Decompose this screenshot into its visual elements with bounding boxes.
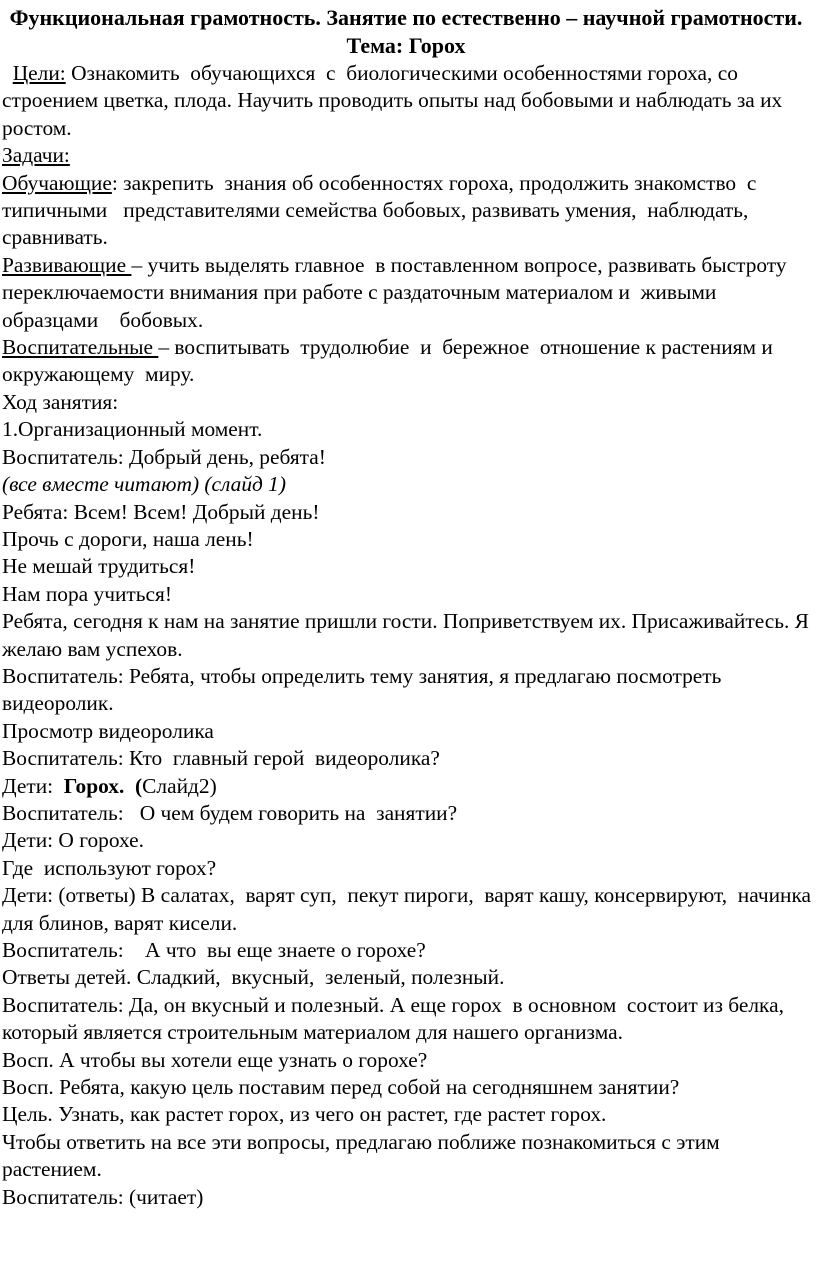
dialog-line: Воспитатель: Ребята, чтобы определить тему занятия, я предлагаю посмотреть видеоролик. (2, 663, 727, 716)
dialog-line: Где используют горох? (2, 855, 217, 880)
task-upbringing-label: Воспитательные (2, 335, 159, 360)
answer-line (2, 773, 812, 800)
answer-speaker: Дети: (2, 773, 64, 798)
dialog-line: Ребята, сегодня к нам на занятие пришли гости. Поприветствуем их. Присаживайтесь. Я желаю вам успехов. (2, 609, 815, 661)
dialog-line: Воспитатель: Да, он вкусный и полезный. А еще горох в основном состоит из белка, который является строительным материалом для нашего организма. (2, 992, 790, 1045)
task-educational-label: Обучающие (2, 170, 112, 195)
task-developing-text: – учить выделять главное в поставленном вопросе, развивать быстроту переключаемости внимания при работе с раздаточным материалом и живыми образцами бобовых. (2, 252, 798, 332)
task-upbringing-text: – воспитывать трудолюбие и бережное отношение к растениям и окружающему миру. (2, 335, 784, 387)
dialog-line: Чтобы ответить на все эти вопросы, предлагаю поближе познакомиться с этим растением. (2, 1129, 726, 1182)
answer-bold: Горох. ( (63, 773, 143, 798)
dialog-line: Воспитатель: Добрый день, ребята! (2, 444, 326, 469)
document-title: Функциональная грамотность. Занятие по естественно – научной грамотности. Тема: Горох (9, 5, 803, 58)
dialog-line: Прочь с дороги, наша лень! (2, 526, 254, 551)
dialog-line: Дети: (ответы) В салатах, варят суп, пекут пироги, варят кашу, консервируют, начинка для блинов, варят кисели. (2, 883, 816, 935)
dialog-line: Не мешай трудиться! (2, 554, 196, 579)
dialog-line: Восп. Ребята, какую цель поставим перед собой на сегодняшнем занятии? (2, 1075, 680, 1100)
answer-slide: Слайд2) (142, 773, 217, 798)
goals-text: Ознакомить обучающихся с биологическими особенностями гороха, со строением цветка, плода. Научить проводить опыты над бобовыми и наблюдать за их ростом. (2, 61, 788, 140)
dialog-line: Ответы детей. Сладкий, вкусный, зеленый, полезный. (2, 965, 505, 990)
task-educational (2, 170, 812, 252)
dialog-line: Ребята: Всем! Всем! Добрый день! (2, 499, 320, 524)
goals-label: Цели: (12, 61, 66, 85)
dialog-line: Нам пора учиться! (2, 581, 172, 606)
document-body (0, 60, 816, 1211)
stage-direction-line: (все вместе читают) (слайд 1) (2, 472, 287, 497)
dialog-line: Дети: О горохе. (2, 828, 145, 853)
task-developing-label: Развивающие (2, 252, 132, 277)
org-moment-line: 1.Организационный момент. (2, 417, 263, 442)
dialog-line: Цель. Узнать, как растет горох, из чего он растет, где растет горох. (2, 1102, 607, 1127)
task-upbringing (2, 334, 812, 389)
goals-paragraph (2, 60, 812, 142)
dialog-line: Воспитатель: (читает) (2, 1184, 204, 1209)
dialog-line: Воспитатель: Кто главный герой видеоролика? (2, 746, 440, 771)
task-developing (2, 252, 812, 334)
lesson-progress-heading: Ход занятия: (2, 389, 119, 414)
dialog-line: Воспитатель: А что вы еще знаете о горохе? (2, 938, 426, 962)
dialog-line: Просмотр видеоролика (2, 718, 214, 743)
dialog-line: Восп. А чтобы вы хотели еще узнать о горохе? (2, 1047, 428, 1072)
dialog-line: Воспитатель: О чем будем говорить на занятии? (2, 800, 458, 825)
task-educational-text: : закрепить знания об особенностях гороха, продолжить знакомство с типичными представителями семейства бобовых, развивать умения, наблюдать, сравнивать. (2, 170, 768, 250)
tasks-label: Задачи: (2, 143, 70, 168)
